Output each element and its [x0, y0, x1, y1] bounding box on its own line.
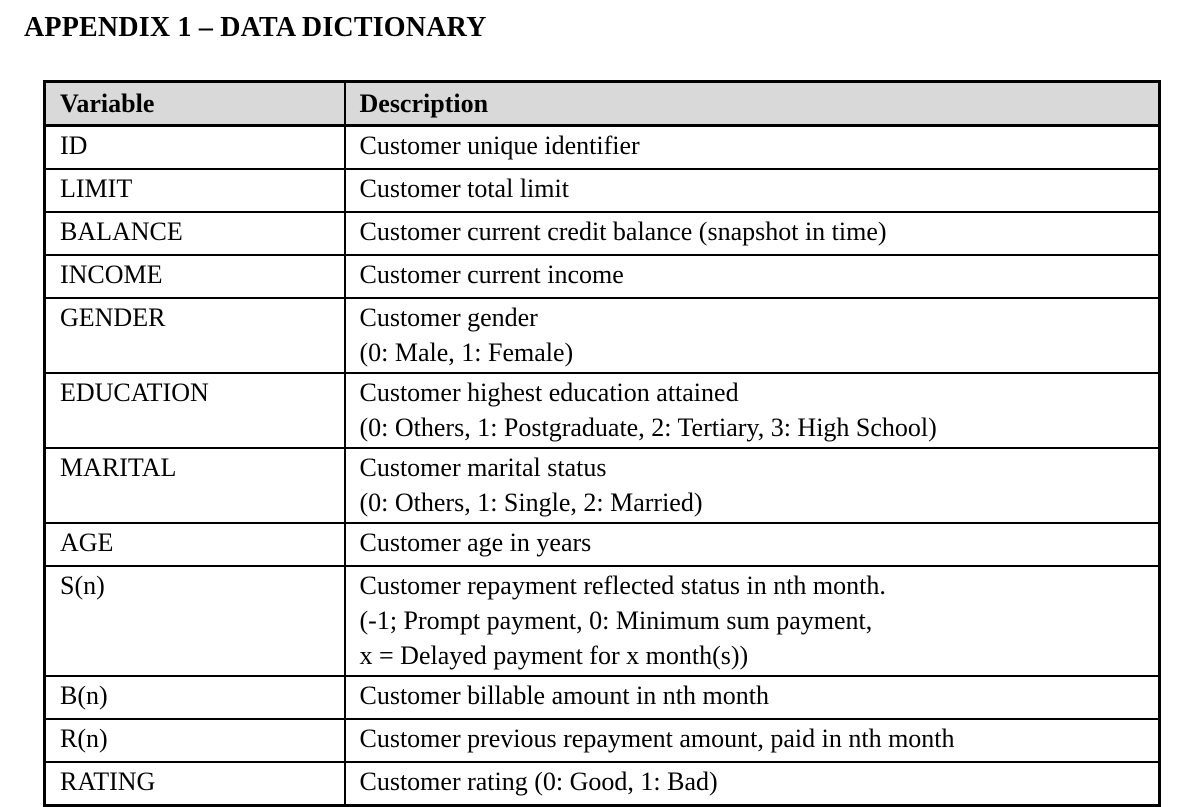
data-dictionary-table [43, 80, 1161, 807]
table-row [45, 566, 1160, 676]
description-line: Customer highest education attained [359, 378, 739, 407]
table-row [45, 373, 1160, 448]
description-line: (0: Male, 1: Female) [359, 338, 574, 367]
variable-cell: B(n) [45, 676, 345, 719]
variable-cell: R(n) [45, 719, 345, 762]
description-cell [345, 719, 1160, 762]
variable-cell: LIMIT [45, 169, 345, 212]
description-line: Customer billable amount in nth month [359, 681, 769, 710]
description-line: Customer repayment reflected status in nth month. [359, 571, 886, 600]
description-line: Customer current credit balance (snapshot in time) [359, 217, 887, 246]
description-cell [345, 298, 1160, 373]
variable-cell: EDUCATION [45, 373, 345, 448]
variable-cell: GENDER [45, 298, 345, 373]
description-line: (0: Others, 1: Single, 2: Married) [359, 488, 703, 517]
description-line: (0: Others, 1: Postgraduate, 2: Tertiary, 3: High School) [359, 413, 937, 442]
description-line: Customer current income [359, 260, 624, 289]
description-cell [345, 373, 1160, 448]
description-line: Customer unique identifier [359, 131, 640, 160]
description-cell [345, 255, 1160, 298]
description-line: Customer age in years [359, 528, 592, 557]
table-row [45, 719, 1160, 762]
page-title: APPENDIX 1 – DATA DICTIONARY [24, 12, 487, 43]
description-line: Customer gender [359, 303, 538, 332]
variable-cell: BALANCE [45, 212, 345, 255]
table-row [45, 676, 1160, 719]
description-cell [345, 676, 1160, 719]
table-row [45, 298, 1160, 373]
variable-cell: AGE [45, 523, 345, 566]
variable-cell: INCOME [45, 255, 345, 298]
description-line: Customer total limit [359, 174, 569, 203]
description-cell [345, 523, 1160, 566]
description-cell [345, 212, 1160, 255]
table-row [45, 212, 1160, 255]
description-cell [345, 126, 1160, 170]
table-body [45, 126, 1160, 806]
table-row [45, 255, 1160, 298]
variable-cell: ID [45, 126, 345, 170]
description-cell [345, 169, 1160, 212]
table-row [45, 762, 1160, 806]
column-header-variable: Variable [45, 82, 345, 126]
variable-cell: MARITAL [45, 448, 345, 523]
table-row [45, 169, 1160, 212]
description-line: Customer previous repayment amount, paid in nth month [359, 724, 955, 753]
description-line: (-1; Prompt payment, 0: Minimum sum payment, [359, 606, 873, 635]
description-cell [345, 566, 1160, 676]
variable-cell: RATING [45, 762, 345, 806]
description-line: Customer rating (0: Good, 1: Bad) [359, 767, 718, 796]
table-row [45, 448, 1160, 523]
table-row [45, 126, 1160, 170]
column-header-description: Description [345, 82, 1160, 126]
description-line: x = Delayed payment for x month(s)) [359, 641, 749, 670]
table-header-row [45, 82, 1160, 126]
variable-cell: S(n) [45, 566, 345, 676]
description-cell [345, 448, 1160, 523]
table-row [45, 523, 1160, 566]
description-line: Customer marital status [359, 453, 607, 482]
description-cell [345, 762, 1160, 806]
